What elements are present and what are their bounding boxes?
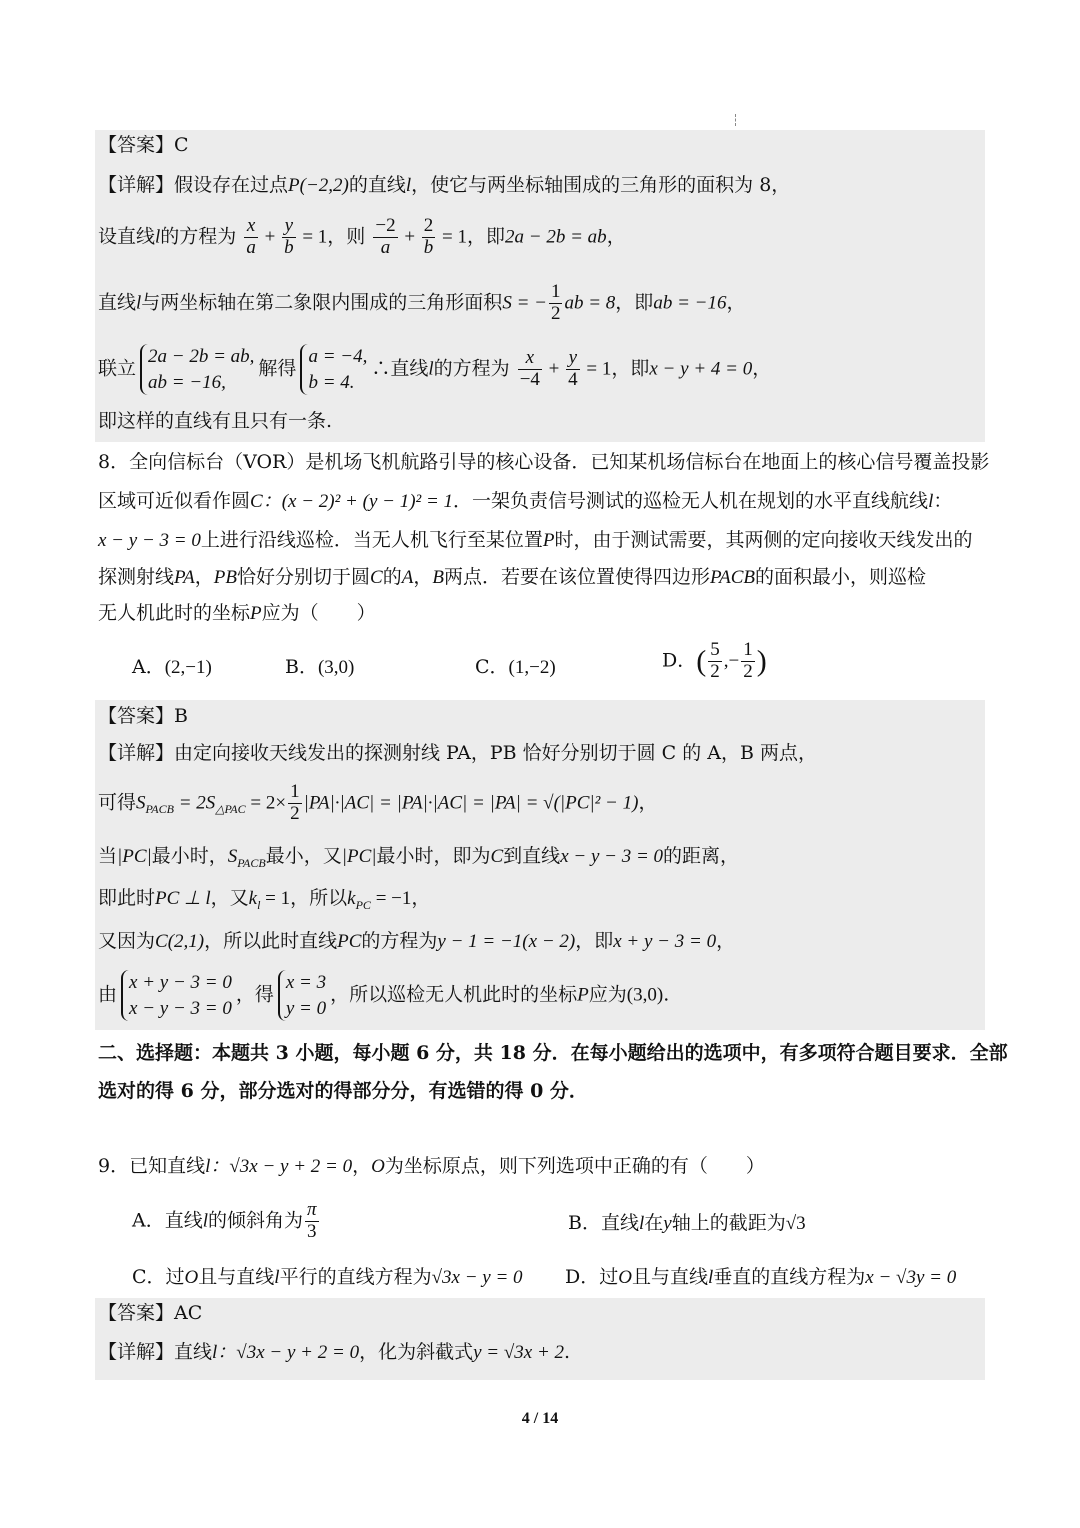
q8-text-line-2: 区域可近似看作圆C：(x − 2)² + (y − 1)² = 1．一架负责信号测试的巡检无人机在规划的水平直线航线l： — [98, 490, 953, 512]
q7-detail-line-5: 即这样的直线有且只有一条. — [98, 410, 333, 432]
equation-system-4: x = 3 y = 0 — [278, 970, 326, 1021]
q8-option-d: D．( $\frac{5}{2}$ ,− $\frac{1}{2}$ ) — [662, 639, 767, 682]
q8-detail-line-3: 当|PC|最小时，$S_{PACB}$最小，又|PC|最小时，即为C到直线x − y − 3 = 0的距离， — [98, 845, 740, 870]
margin-mark — [735, 114, 737, 126]
q8-detail-line-4: 即此时PC ⊥ l，又$k_l = 1$，所以$k_{PC} = -1$， — [98, 887, 431, 912]
q9-option-a: A．直线l的倾斜角为 $\frac{\pi}{3}$ — [132, 1199, 317, 1242]
q8-option-b: B．(3,0) — [285, 656, 355, 678]
q8-option-a: A．(2,−1) — [132, 656, 212, 678]
q8-answer: 【答案】B — [98, 705, 188, 727]
equation-system-1: 2a − 2b = ab, ab = −16, — [140, 344, 254, 395]
q7-answer: 【答案】C — [98, 134, 189, 156]
q7-detail-line-3: 直线l与两坐标轴在第二象限内围成的三角形面积S = − $\frac{1}{2}$ ab = 8，即ab = −16， — [98, 281, 746, 324]
fraction-2-over-b: $\frac{2}{b}$ — [423, 215, 434, 258]
q7-detail-line-4: 联立 2a − 2b = ab, ab = −16, 解得 a = −4, b = 4. ∴直线l的方程为 $\frac{x}{-4}$ + $\frac{y}{4}$ = 1，即x − y + 4 = 0， — [98, 344, 984, 395]
fraction-x-over-neg4: $\frac{x}{-4}$ — [519, 347, 540, 391]
fraction-x-over-a: $\frac{x}{a}$ — [246, 215, 256, 258]
equation-system-3: x + y − 3 = 0 x − y − 3 = 0 — [121, 970, 232, 1021]
fraction-neg2-over-a: $\frac{-2}{a}$ — [375, 215, 396, 258]
fraction-y-over-4: $\frac{y}{4}$ — [568, 347, 578, 391]
fraction-y-over-b: $\frac{y}{b}$ — [284, 215, 294, 258]
q8-text-line-1: 8．全向信标台（VOR）是机场飞机航路引导的核心设备．已知某机场信标台在地面上的核心信号覆盖投影 — [98, 451, 990, 473]
equation-system-2: a = −4, b = 4. — [300, 344, 367, 395]
q9-detail-line-1: 【详解】直线l：√3x − y + 2 = 0，化为斜截式y = √3x + 2. — [98, 1341, 571, 1363]
section-2-heading-line-1: 二、选择题：本题共 3 小题，每小题 6 分，共 18 分．在每小题给出的选项中，有多项符合题目要求．全部 — [98, 1042, 1008, 1064]
q9-option-b: B．直线l在y轴上的截距为√3 — [568, 1212, 806, 1234]
q8-text-line-3: x − y − 3 = 0上进行沿线巡检．当无人机飞行至某位置P时，由于测试需要，其两侧的定向接收天线发出的 — [98, 529, 973, 551]
q8-detail-line-2: 可得$S_{PACB} = 2S_{\triangle PAC} = 2\times$ $\frac{1}{2}$ |PA|·|AC| = |PA|·|AC| = |PA| = √(|PC|² − 1)， — [98, 781, 658, 824]
q8-text-line-5: 无人机此时的坐标P应为（ ） — [98, 602, 376, 624]
q9-answer: 【答案】AC — [98, 1302, 203, 1324]
q8-option-c: C．(1,−2) — [475, 656, 556, 678]
section-2-heading-line-2: 选对的得 6 分，部分选对的得部分分，有选错的得 0 分． — [98, 1080, 588, 1102]
page-number: 4 / 14 — [521, 1410, 559, 1427]
q8-detail-line-6: 由 x + y − 3 = 0 x − y − 3 = 0 ，得 x = 3 y = 0 ，所以巡检无人机此时的坐标P应为(3,0). — [98, 970, 984, 1021]
q7-detail-line-2: 设直线l的方程为 $\frac{x}{a}$ + $\frac{y}{b}$ = 1，则 $\frac{-2}{a}$ + $\frac{2}{b}$ = 1，即2a − 2b = ab， — [98, 215, 626, 258]
q8-detail-line-5: 又因为C(2,1)，所以此时直线PC的方程为y − 1 = −1(x − 2)，即x + y − 3 = 0， — [98, 930, 736, 952]
fraction-half: $\frac{1}{2}$ — [550, 281, 561, 324]
q9-text: 9．已知直线l：√3x − y + 2 = 0，O为坐标原点，则下列选项中正确的有（ ） — [98, 1155, 765, 1177]
q9-option-c: C．过O且与直线l平行的直线方程为√3x − y = 0 — [132, 1266, 523, 1288]
q8-detail-line-1: 【详解】由定向接收天线发出的探测射线 PA，PB 恰好分别切于圆 C 的 A，B 两点， — [98, 742, 817, 764]
fraction-half-2: $\frac{1}{2}$ — [290, 781, 300, 824]
q9-option-d: D．过O且与直线l垂直的直线方程为x − √3y = 0 — [565, 1266, 957, 1288]
q7-detail-line-1: 【详解】假设存在过点P(−2,2)的直线l，使它与两坐标轴围成的三角形的面积为 8， — [98, 174, 791, 196]
q8-text-line-4: 探测射线PA，PB恰好分别切于圆C的A，B两点．若要在该位置使得四边形PACB的面积最小，则巡检 — [98, 566, 927, 588]
